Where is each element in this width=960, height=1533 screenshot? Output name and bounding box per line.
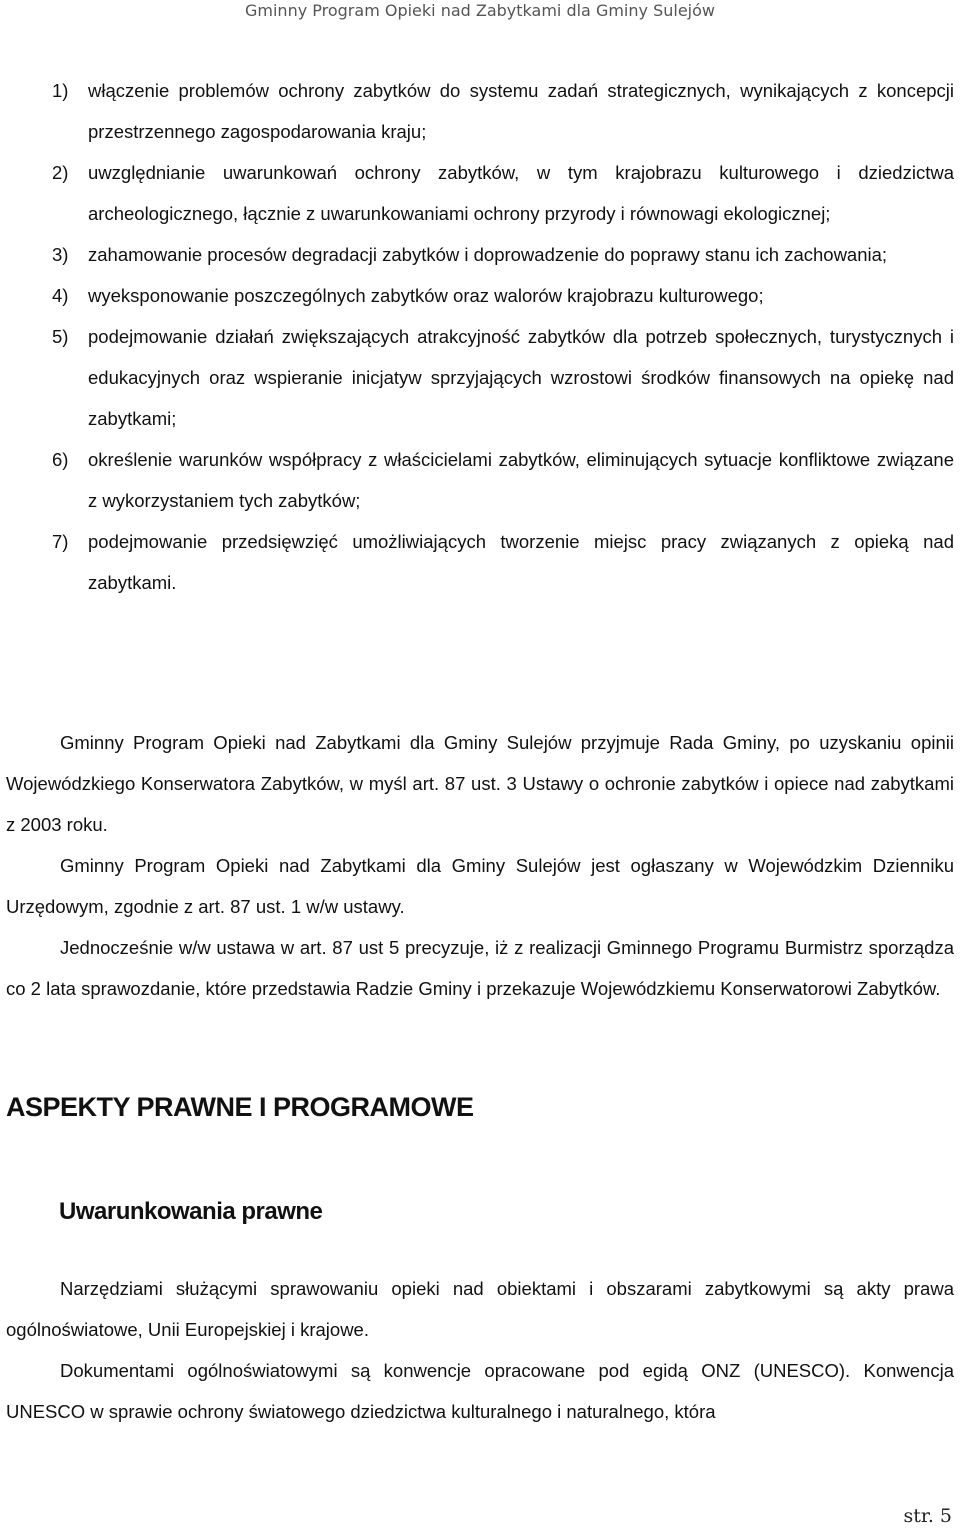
list-item-text: podejmowanie przedsięwzięć umożliwiających tworzenie miejsc pracy związanych z opieką nad zabytkami. bbox=[88, 531, 954, 593]
list-item bbox=[52, 521, 954, 603]
list-item bbox=[52, 70, 954, 152]
list-item-number: 7) bbox=[52, 531, 69, 552]
paragraph-reporting: Jednocześnie w/w ustawa w art. 87 ust 5 precyzuje, iż z realizacji Gminnego Programu Burmistrz sporządza co 2 lata sprawozdanie, które przedstawia Radzie Gminy i przekazuje Wojewódzkiemu Konserwatorowi Zabytków. bbox=[6, 937, 954, 999]
paragraph-legal-instruments: Narzędziami służącymi sprawowaniu opieki nad obiektami i obszarami zabytkowymi są akty prawa ogólnoświatowe, Unii Europejskiej i krajowe. bbox=[6, 1278, 954, 1340]
paragraph-global-documents: Dokumentami ogólnoświatowymi są konwencje opracowane pod egidą ONZ (UNESCO). Konwencja UNESCO w sprawie ochrony światowego dziedzictwa kulturalnego i naturalnego, która bbox=[6, 1360, 954, 1422]
list-item-text: zahamowanie procesów degradacji zabytków i doprowadzenie do poprawy stanu ich zachowania; bbox=[88, 244, 888, 265]
list-item bbox=[52, 152, 954, 234]
list-item-number: 5) bbox=[52, 326, 69, 347]
page-number: str. 5 bbox=[903, 1505, 952, 1527]
list-item bbox=[52, 439, 954, 521]
list-item bbox=[52, 316, 954, 439]
list-item-number: 1) bbox=[52, 80, 69, 101]
list-item-text: podejmowanie działań zwiększających atrakcyjność zabytków dla potrzeb społecznych, turystycznych i edukacyjnych oraz wspieranie inicjatyw sprzyjających wzrostowi środków finansowych na opiekę nad zabytkami; bbox=[88, 326, 954, 429]
list-item-number: 2) bbox=[52, 162, 69, 183]
running-header: Gminny Program Opieki nad Zabytkami dla Gminy Sulejów bbox=[245, 1, 715, 20]
list-item-number: 6) bbox=[52, 449, 69, 470]
list-item-text: uwzględnianie uwarunkowań ochrony zabytków, w tym krajobrazu kulturowego i dziedzictwa archeologicznego, łącznie z uwarunkowaniami ochrony przyrody i równowagi ekologicznej; bbox=[88, 162, 954, 224]
section-heading: ASPEKTY PRAWNE I PROGRAMOWE bbox=[6, 1092, 474, 1122]
list-item-number: 3) bbox=[52, 244, 69, 265]
list-item bbox=[52, 275, 954, 316]
paragraph-program-adoption: Gminny Program Opieki nad Zabytkami dla Gminy Sulejów przyjmuje Rada Gminy, po uzyskaniu opinii Wojewódzkiego Konserwatora Zabytków, w myśl art. 87 ust. 3 Ustawy o ochronie zabytków i opiece nad zabytkami z 2003 roku. bbox=[6, 732, 954, 835]
list-item-number: 4) bbox=[52, 285, 69, 306]
subsection-heading: Uwarunkowania prawne bbox=[59, 1198, 323, 1225]
list-item-text: włączenie problemów ochrony zabytków do systemu zadań strategicznych, wynikających z koncepcji przestrzennego zagospodarowania kraju; bbox=[88, 80, 954, 142]
list-item bbox=[52, 234, 954, 275]
paragraph-program-publication: Gminny Program Opieki nad Zabytkami dla Gminy Sulejów jest ogłaszany w Wojewódzkim Dzienniku Urzędowym, zgodnie z art. 87 ust. 1 w/w ustawy. bbox=[6, 855, 954, 917]
list-item-text: wyeksponowanie poszczególnych zabytków oraz walorów krajobrazu kulturowego; bbox=[88, 285, 764, 306]
list-item-text: określenie warunków współpracy z właścicielami zabytków, eliminujących sytuacje konfliktowe związane z wykorzystaniem tych zabytków; bbox=[88, 449, 954, 511]
objectives-list bbox=[52, 70, 954, 603]
